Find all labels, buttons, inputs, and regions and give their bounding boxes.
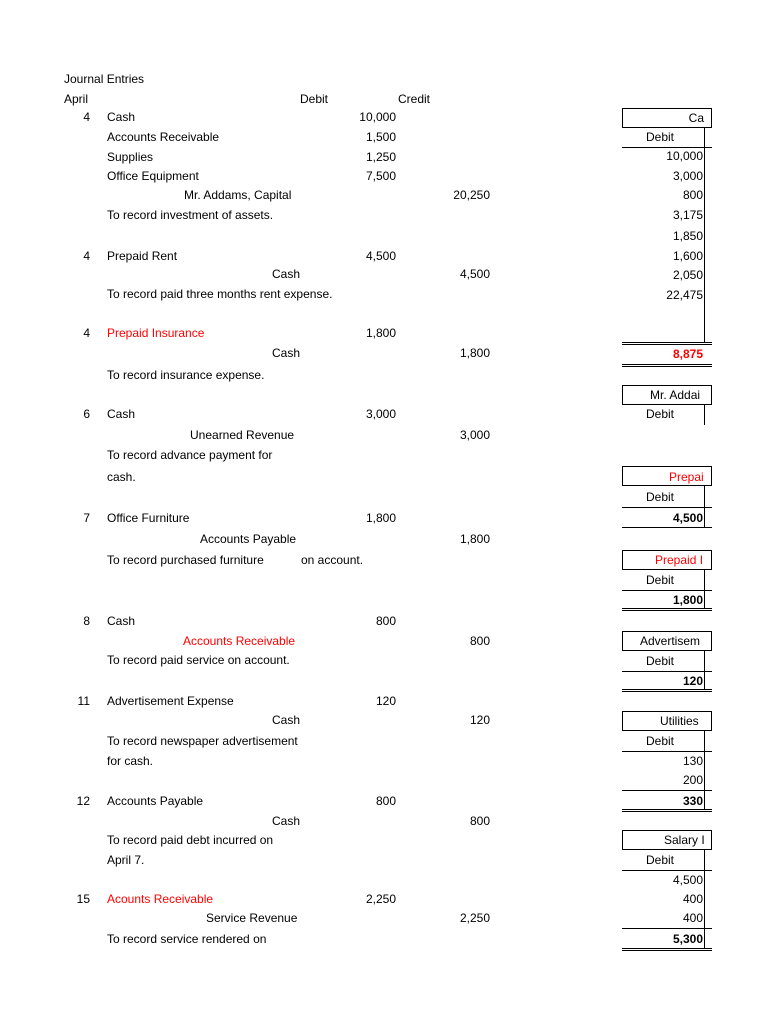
ledger-utilities-total: 330	[682, 794, 703, 808]
ledger-t-line	[704, 651, 705, 689]
ledger-total-line	[622, 342, 712, 345]
entry-date: 15	[76, 892, 90, 906]
ledger-divider	[622, 590, 712, 591]
ledger-advertisement-title: Advertisem	[640, 634, 701, 648]
entry-description: To record newspaper advertisement	[107, 734, 298, 748]
ledger-value: 120	[682, 674, 703, 688]
ledger-value: 2,050	[672, 268, 703, 282]
credit-amount: 120	[469, 713, 490, 727]
entry-date: 6	[83, 407, 90, 421]
entry-date: 11	[77, 694, 90, 708]
debit-amount: 3,000	[365, 407, 396, 421]
ledger-total-line	[622, 364, 712, 367]
ledger-debit-label: Debit	[646, 130, 675, 144]
credit-amount: 3,000	[459, 428, 490, 442]
ledger-total-line	[622, 809, 712, 812]
ledger-t-line	[704, 486, 705, 528]
page-title: Journal Entries	[64, 72, 145, 86]
entry-account-credit: Service Revenue	[206, 911, 298, 925]
debit-amount: 800	[375, 794, 396, 808]
ledger-value: 200	[682, 773, 703, 787]
entry-date: 8	[83, 614, 90, 628]
ledger-value: 3,175	[672, 208, 703, 222]
debit-amount: 1,800	[365, 511, 396, 525]
debit-amount: 2,250	[365, 892, 396, 906]
ledger-divider	[622, 790, 712, 791]
debit-amount: 800	[375, 614, 396, 628]
entry-description: To record service rendered on	[107, 932, 267, 946]
page-edge-clip	[712, 0, 768, 1024]
ledger-divider	[622, 147, 712, 148]
ledger-utilities-title: Utilities	[660, 714, 699, 728]
ledger-total-line	[622, 948, 712, 951]
credit-header: Credit	[398, 92, 431, 106]
entry-account: Office Equipment	[107, 169, 199, 183]
debit-amount: 1,500	[365, 130, 396, 144]
entry-description: To record advance payment for	[107, 448, 273, 462]
entry-date: 12	[76, 794, 90, 808]
entry-account-credit: Cash	[272, 814, 301, 828]
ledger-prepaid-insurance-title: Prepaid I	[655, 553, 704, 567]
entry-description: To record paid service on account.	[107, 653, 290, 667]
entry-description: To record purchased furniture	[107, 553, 264, 567]
credit-amount: 1,800	[459, 532, 490, 546]
ledger-divider	[622, 527, 712, 528]
debit-amount: 4,500	[365, 249, 396, 263]
entry-account: Advertisement Expense	[107, 694, 234, 708]
entry-description: cash.	[107, 470, 136, 484]
ledger-debit-label: Debit	[646, 654, 675, 668]
ledger-salary-total: 5,300	[672, 932, 703, 946]
entry-description: To record paid debt incurred on	[107, 833, 274, 847]
entry-account: Cash	[107, 110, 136, 124]
month-label: April	[64, 92, 89, 106]
ledger-value: 3,000	[672, 169, 703, 183]
ledger-total-line	[622, 608, 712, 611]
debit-amount: 1,800	[365, 326, 396, 340]
entry-date: 7	[83, 511, 90, 525]
entry-account-credit: Mr. Addams, Capital	[184, 188, 292, 202]
entry-account-credit: Accounts Receivable	[183, 634, 296, 648]
entry-account-credit: Accounts Payable	[200, 532, 297, 546]
ledger-divider	[622, 507, 712, 508]
ledger-t-line	[704, 850, 705, 948]
ledger-value: 10,000	[666, 149, 703, 163]
ledger-prepaid-rent-title: Prepai	[669, 470, 704, 484]
entry-account: Accounts Receivable	[107, 130, 220, 144]
credit-amount: 1,800	[459, 346, 490, 360]
credit-amount: 800	[469, 814, 490, 828]
debit-header: Debit	[300, 92, 329, 106]
entry-account: Prepaid Insurance	[107, 326, 205, 340]
credit-amount: 4,500	[459, 267, 490, 281]
ledger-value: 1,800	[672, 593, 703, 607]
ledger-divider	[622, 870, 712, 871]
entry-account: Supplies	[107, 150, 154, 164]
ledger-debit-label: Debit	[646, 407, 675, 421]
entry-account-credit: Cash	[272, 346, 301, 360]
ledger-divider	[622, 671, 712, 672]
entry-date: 4	[83, 249, 90, 263]
entry-description: for cash.	[107, 754, 154, 768]
ledger-value: 4,500	[672, 873, 703, 887]
entry-account: Office Furniture	[107, 511, 190, 525]
entry-description: To record paid three months rent expense.	[107, 287, 333, 301]
ledger-divider	[622, 928, 712, 929]
credit-amount: 2,250	[459, 911, 490, 925]
debit-amount: 7,500	[365, 169, 396, 183]
ledger-debit-label: Debit	[646, 573, 675, 587]
ledger-cash-balance: 8,875	[672, 347, 703, 361]
ledger-value: 400	[682, 911, 703, 925]
entry-date: 4	[83, 326, 90, 340]
entry-account-credit: Cash	[272, 713, 301, 727]
credit-amount: 800	[469, 634, 490, 648]
entry-description: To record insurance expense.	[107, 368, 265, 382]
debit-amount: 1,250	[365, 150, 396, 164]
ledger-value: 130	[682, 754, 703, 768]
ledger-debit-label: Debit	[646, 490, 675, 504]
entry-description: on account.	[301, 553, 364, 567]
entry-account: Cash	[107, 614, 136, 628]
ledger-cash-title: Ca	[688, 111, 704, 125]
ledger-debit-label: Debit	[646, 853, 675, 867]
ledger-value: 800	[682, 188, 703, 202]
ledger-capital-title: Mr. Addai	[650, 388, 701, 402]
ledger-value: 1,850	[672, 229, 703, 243]
ledger-t-line	[704, 731, 705, 809]
ledger-t-line	[704, 570, 705, 608]
ledger-divider	[622, 751, 712, 752]
entry-account: Prepaid Rent	[107, 249, 178, 263]
ledger-salary-title: Salary I	[664, 833, 705, 847]
entry-description: To record investment of assets.	[107, 208, 274, 222]
ledger-t-line	[704, 405, 705, 425]
entry-account: Accounts Payable	[107, 794, 204, 808]
entry-account: Cash	[107, 407, 136, 421]
ledger-t-line	[704, 128, 705, 342]
ledger-value: 400	[682, 892, 703, 906]
entry-account: Acounts Receivable	[107, 892, 214, 906]
entry-description: April 7.	[107, 853, 145, 867]
entry-account-credit: Unearned Revenue	[190, 428, 295, 442]
ledger-value: 22,475	[666, 288, 703, 302]
credit-amount: 20,250	[453, 188, 490, 202]
entry-account-credit: Cash	[272, 267, 301, 281]
ledger-value: 1,600	[672, 249, 703, 263]
entry-date: 4	[83, 110, 90, 124]
ledger-debit-label: Debit	[646, 734, 675, 748]
debit-amount: 10,000	[359, 110, 396, 124]
ledger-total-line	[622, 689, 712, 692]
ledger-value: 4,500	[672, 511, 703, 525]
debit-amount: 120	[375, 694, 396, 708]
